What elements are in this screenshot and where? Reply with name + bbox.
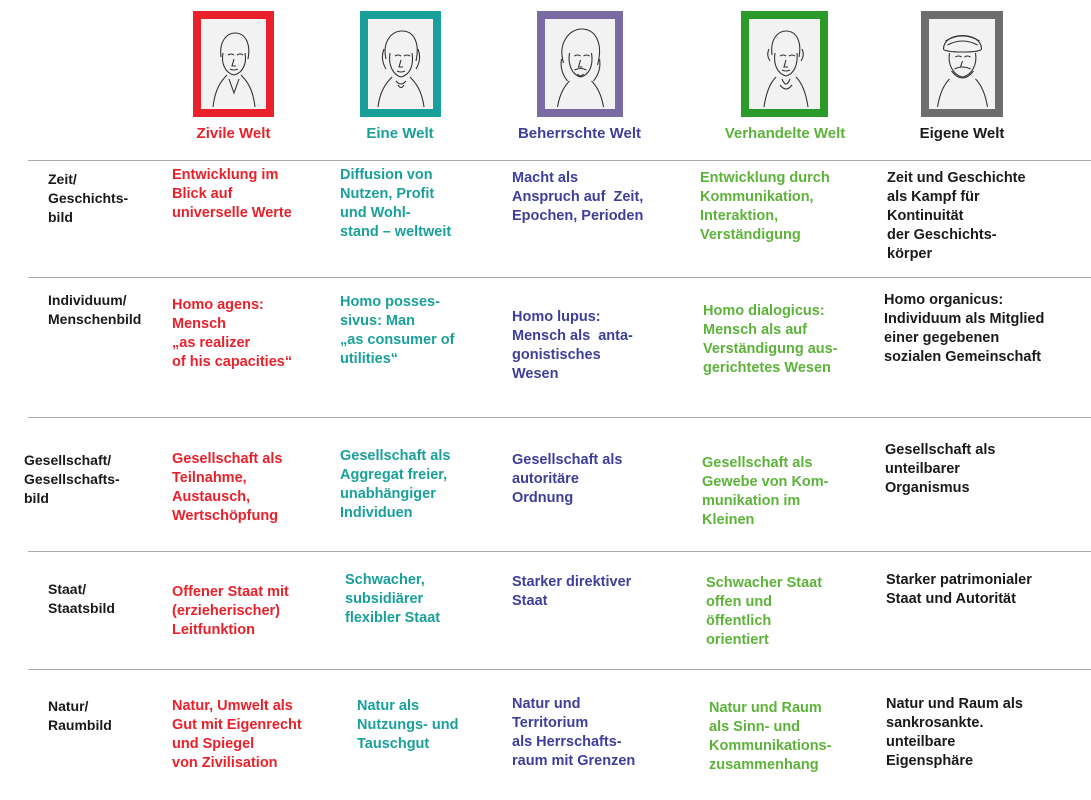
cell-zeit-eigene-welt: Zeit und Geschichte als Kampf für Kontinuität der Geschichts- körper — [887, 170, 1026, 262]
row-label-zeit-geschichtsbild: Zeit/ Geschichts- bild — [48, 171, 129, 225]
row-divider — [28, 160, 1091, 161]
column-title-beherrschte-welt: Beherrschte Welt — [517, 125, 642, 142]
cell-natur-verhandelte-welt: Natur und Raum als Sinn- und Kommunikations- zusammenhang — [709, 700, 832, 773]
cell-gesellschaft-verhandelte-welt: Gesellschaft als Gewebe von Kom- munikation im Kleinen — [702, 455, 829, 528]
column-title-zivile-welt: Zivile Welt — [196, 125, 271, 142]
cell-natur-eigene-welt: Natur und Raum als sankrosankte. unteilbare Eigensphäre — [886, 696, 1023, 769]
cell-natur-eine-welt: Natur als Nutzungs- und Tauschgut — [357, 698, 459, 752]
row-divider — [28, 417, 1091, 418]
cell-natur-beherrschte-welt: Natur und Territorium als Herrschafts- raum mit Grenzen — [512, 696, 636, 769]
cell-staat-eigene-welt: Starker patrimonialer Staat und Autorität — [886, 572, 1032, 607]
philosopher-portrait-5-icon — [929, 19, 995, 109]
row-divider — [28, 669, 1091, 670]
row-label-staat-staatsbild: Staat/ Staatsbild — [48, 581, 115, 616]
cell-individuum-verhandelte-welt: Homo dialogicus: Mensch als auf Verständigung aus- gerichtetes Wesen — [703, 303, 838, 376]
cell-gesellschaft-zivile-welt: Gesellschaft als Teilnahme, Austausch, Wertschöpfung — [172, 451, 283, 524]
portrait-beherrschte-welt — [537, 11, 623, 117]
philosopher-portrait-1-icon — [201, 19, 266, 109]
cell-zeit-verhandelte-welt: Entwicklung durch Kommunikation, Interaktion, Verständigung — [700, 170, 830, 243]
cell-zeit-beherrschte-welt: Macht als Anspruch auf Zeit, Epochen, Perioden — [512, 170, 644, 224]
column-title-eigene-welt: Eigene Welt — [919, 125, 1005, 142]
cell-natur-zivile-welt: Natur, Umwelt als Gut mit Eigenrecht und Spiegel von Zivilisation — [172, 698, 302, 771]
cell-individuum-beherrschte-welt: Homo lupus: Mensch als anta- gonistisches Wesen — [512, 309, 633, 382]
cell-zeit-eine-welt: Diffusion von Nutzen, Profit und Wohl- stand – weltweit — [340, 167, 452, 240]
row-divider — [28, 277, 1091, 278]
cell-individuum-eine-welt: Homo posses- sivus: Man „as consumer of utilities“ — [340, 294, 455, 367]
cell-staat-beherrschte-welt: Starker direktiver Staat — [512, 574, 632, 609]
column-title-eine-welt: Eine Welt — [366, 125, 434, 142]
cell-staat-verhandelte-welt: Schwacher Staat offen und öffentlich orientiert — [706, 575, 823, 648]
cell-individuum-eigene-welt: Homo organicus: Individuum als Mitglied einer gegebenen sozialen Gemeinschaft — [884, 292, 1045, 365]
portrait-eigene-welt — [921, 11, 1003, 117]
cell-gesellschaft-eigene-welt: Gesellschaft als unteilbarer Organismus — [885, 442, 996, 496]
row-label-individuum-menschenbild: Individuum/ Menschenbild — [48, 292, 142, 327]
cell-zeit-zivile-welt: Entwicklung im Blick auf universelle Werte — [172, 167, 292, 221]
cell-gesellschaft-eine-welt: Gesellschaft als Aggregat freier, unabhängiger Individuen — [340, 448, 451, 521]
row-divider — [28, 551, 1091, 552]
philosopher-portrait-3-icon — [545, 19, 615, 109]
philosopher-portrait-4-icon — [749, 19, 820, 109]
cell-staat-eine-welt: Schwacher, subsidiärer flexibler Staat — [345, 572, 441, 626]
portrait-verhandelte-welt — [741, 11, 828, 117]
cell-individuum-zivile-welt: Homo agens: Mensch „as realizer of his capacities“ — [172, 297, 293, 370]
cell-gesellschaft-beherrschte-welt: Gesellschaft als autoritäre Ordnung — [512, 452, 623, 506]
row-label-gesellschaft-gesellschaftsbild: Gesellschaft/ Gesellschafts- bild — [24, 452, 120, 506]
portrait-zivile-welt — [193, 11, 274, 117]
cell-staat-zivile-welt: Offener Staat mit (erzieherischer) Leitfunktion — [172, 584, 289, 638]
philosopher-portrait-2-icon — [368, 19, 433, 109]
row-label-natur-raumbild: Natur/ Raumbild — [48, 698, 112, 733]
column-title-verhandelte-welt: Verhandelte Welt — [724, 125, 846, 142]
portrait-eine-welt — [360, 11, 441, 117]
